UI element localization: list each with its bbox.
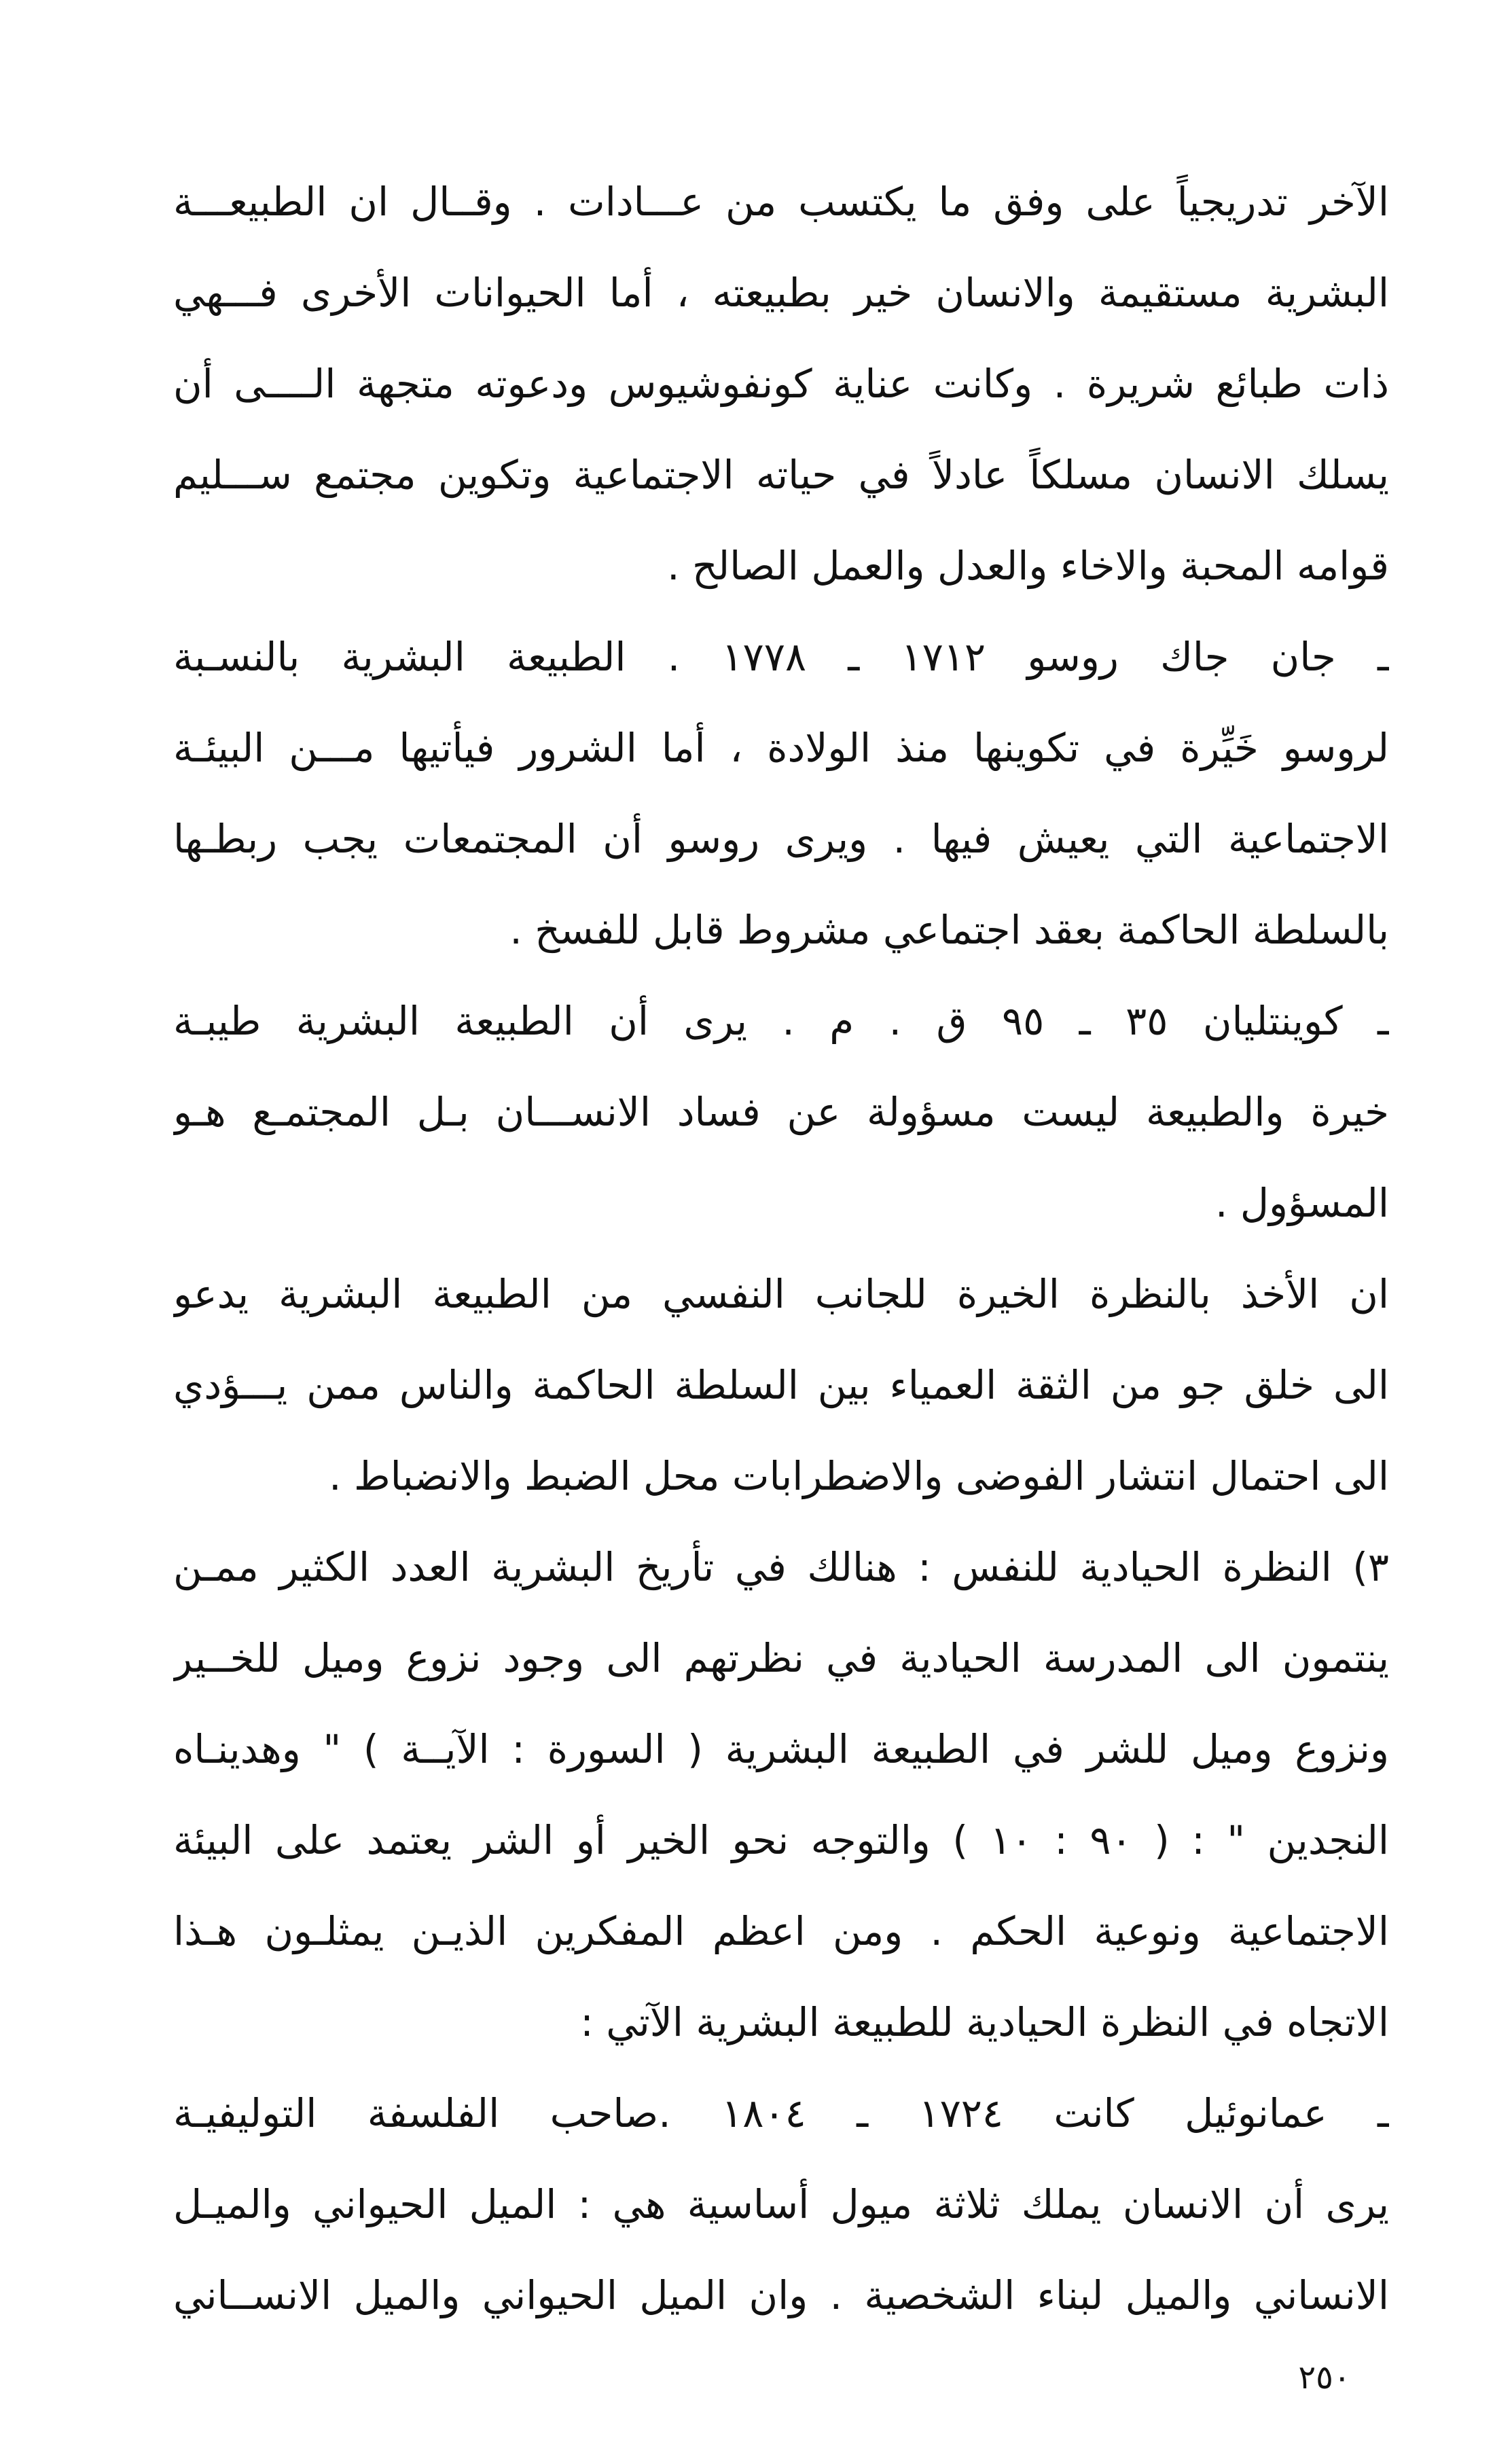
text-line: ينتمون الى المدرسة الحيادية في نظرتهم الى وجود نزوع وميل للخــير	[173, 1635, 1389, 1681]
text-line: الى احتمال انتشار الفوضى والاضطرابات محل الضبط والانضباط .	[329, 1453, 1389, 1499]
text-line: الاتجاه في النظرة الحيادية للطبيعة البشرية الآتي :	[580, 1999, 1389, 2045]
text-line: المسؤول .	[1214, 1180, 1389, 1226]
text-line: يرى أن الانسان يملك ثلاثة ميول أساسية هي : الميل الحيواني والميـل	[173, 2181, 1389, 2227]
text-line: ـ عمانوئيل كانت ١٧٢٤ ـ ١٨٠٤ .صاحب الفلسفة التوليفيـة	[173, 2090, 1389, 2136]
text-line: ـ كوينتليان ٣٥ ـ ٩٥ ق . م . يرى أن الطبيعة البشرية طيبـة	[173, 998, 1389, 1044]
page-number: ٢٥٠	[1298, 2358, 1351, 2397]
text-line: الاجتماعية التي يعيش فيها . ويرى روسو أن المجتمعات يجب ربطـها	[173, 816, 1389, 862]
text-line: ان الأخذ بالنظرة الخيرة للجانب النفسي من الطبيعة البشرية يدعو	[173, 1271, 1389, 1317]
text-line: ٣) النظرة الحيادية للنفس : هنالك في تأريخ البشرية العدد الكثير ممـن	[173, 1544, 1389, 1590]
text-line: الآخر تدريجياً على وفق ما يكتسب من عـــادات . وقــال ان الطبيعـــة	[173, 179, 1389, 225]
text-line: ونزوع وميل للشر في الطبيعة البشرية ( السورة : الآيــة ) " وهدينـاه	[173, 1726, 1389, 1772]
text-line: خيرة والطبيعة ليست مسؤولة عن فساد الانســـان بـل المجتمـع هـو	[173, 1089, 1389, 1135]
text-line: الانساني والميل لبناء الشخصية . وان الميل الحيواني والميل الانســاني	[173, 2272, 1389, 2318]
text-line: النجدين " : ( ٩٠ : ١٠ ) والتوجه نحو الخير أو الشر يعتمد على البيئة	[173, 1817, 1389, 1863]
text-line: الاجتماعية ونوعية الحكم . ومن اعظم المفكرين الذيـن يمثلـون هـذا	[173, 1908, 1389, 1954]
text-line: ـ جان جاك روسو ١٧١٢ ـ ١٧٧٨ . الطبيعة البشرية بالنسـبة	[173, 634, 1389, 680]
text-line: لروسو خَيِّرة في تكوينها منذ الولادة ، أما الشرور فيأتيها مـــن البيئـة	[173, 725, 1389, 771]
text-line: البشرية مستقيمة والانسان خير بطبيعته ، أما الحيوانات الأخرى فـــهي	[173, 270, 1389, 316]
text-line: بالسلطة الحاكمة بعقد اجتماعي مشروط قابل للفسخ .	[509, 907, 1389, 953]
text-line: الى خلق جو من الثقة العمياء بين السلطة الحاكمة والناس ممن يـــؤدي	[173, 1362, 1389, 1408]
text-line: ذات طبائع شريرة . وكانت عناية كونفوشيوس ودعوته متجهة الــــى أن	[173, 361, 1389, 407]
body-text	[173, 156, 1389, 2341]
text-line: قوامه المحبة والاخاء والعدل والعمل الصالح .	[667, 543, 1389, 589]
text-line: يسلك الانسان مسلكاً عادلاً في حياته الاجتماعية وتكوين مجتمع ســـليم	[173, 452, 1389, 498]
